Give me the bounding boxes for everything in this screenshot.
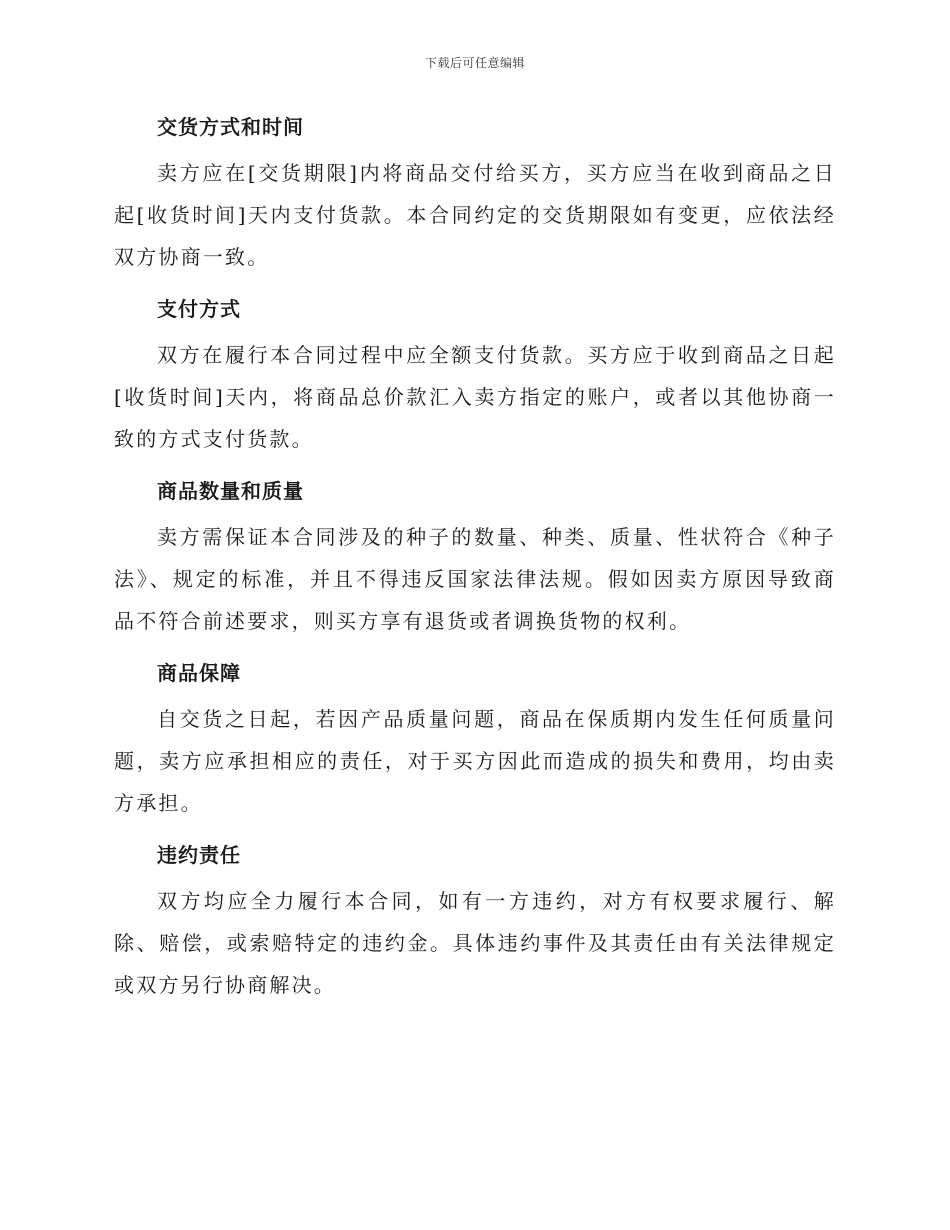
section-payment [114, 290, 836, 460]
section-paragraph: 双方均应全力履行本合同，如有一方违约，对方有权要求履行、解除、赔偿，或索赔特定的违约金。具体违约事件及其责任由有关法律规定或双方另行协商解决。 [114, 889, 836, 997]
section-title: 商品保障 [157, 661, 241, 685]
section-title: 支付方式 [157, 297, 241, 321]
section-guarantee [114, 654, 836, 824]
document-body [114, 108, 836, 1018]
section-paragraph: 卖方需保证本合同涉及的种子的数量、种类、质量、性状符合《种子法》、规定的标准，并且不得违反国家法律法规。假如因卖方原因导致商品不符合前述要求，则买方享有退货或者调换货物的权利。 [114, 525, 836, 633]
section-liability [114, 836, 836, 1006]
section-title: 商品数量和质量 [157, 479, 304, 503]
header-note: 下载后可任意编辑 [424, 56, 525, 70]
section-title: 交货方式和时间 [157, 115, 304, 139]
section-delivery [114, 108, 836, 278]
section-quantity-quality [114, 472, 836, 642]
section-paragraph: 卖方应在[交货期限]内将商品交付给买方，买方应当在收到商品之日起[收货时间]天内支付货款。本合同约定的交货期限如有变更，应依法经双方协商一致。 [114, 161, 836, 269]
section-paragraph: 自交货之日起，若因产品质量问题，商品在保质期内发生任何质量问题，卖方应承担相应的责任，对于买方因此而造成的损失和费用，均由卖方承担。 [114, 707, 836, 815]
section-paragraph: 双方在履行本合同过程中应全额支付货款。买方应于收到商品之日起[收货时间]天内，将商品总价款汇入卖方指定的账户，或者以其他协商一致的方式支付货款。 [114, 343, 836, 451]
section-title: 违约责任 [157, 843, 241, 867]
